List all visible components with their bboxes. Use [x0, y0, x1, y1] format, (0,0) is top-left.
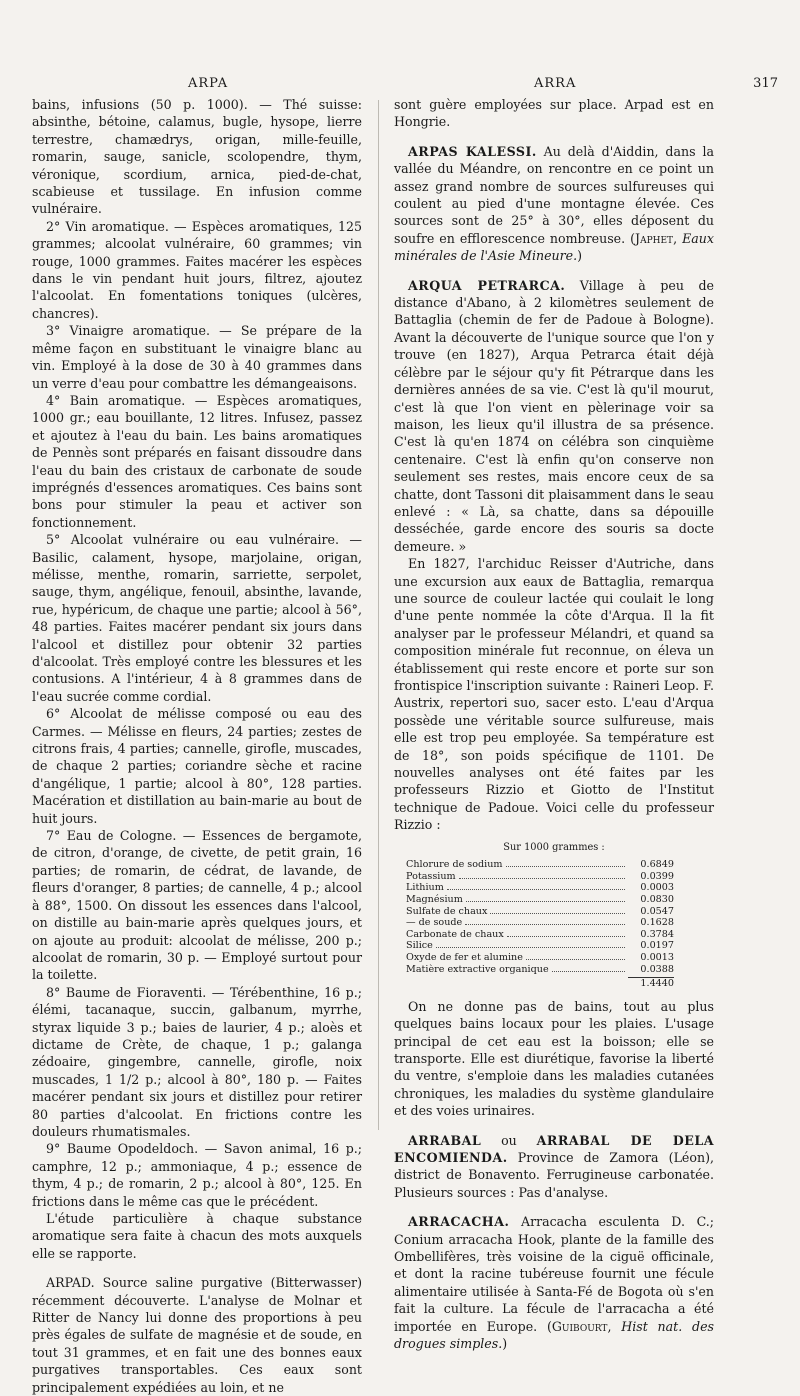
analysis-value: 0.1628 [640, 917, 674, 929]
analysis-row [406, 882, 674, 894]
paragraph: L'étude particulière à chaque substance aromatique sera faite à chacun des mots auxquels elle se rapporte. [32, 1211, 362, 1261]
entry-arrabal [394, 1132, 714, 1202]
page-number: 317 [753, 76, 778, 91]
dot-leader [506, 866, 626, 867]
entry-headword: ARQUA PETRARCA. [408, 277, 566, 293]
entry-connector: ou [481, 1132, 537, 1148]
analysis-value: 0.6849 [640, 859, 674, 871]
dot-leader [436, 947, 625, 948]
analysis-value: 0.0003 [640, 882, 674, 894]
dot-leader [507, 936, 625, 937]
entry-arqua-petrarca [394, 277, 714, 556]
dot-leader [465, 924, 625, 925]
analysis-title: Sur 1000 grammes : [503, 841, 605, 853]
analysis-label: Silice [406, 940, 433, 952]
dot-leader [490, 913, 625, 914]
spacer [394, 131, 714, 143]
dot-leader [552, 971, 625, 972]
reference-author: Japhet [635, 230, 674, 246]
entry-text: Au delà d'Aiddin, dans la vallée du Méandre, on rencontre en ce point un assez grand nombre de sources sulfureuses qui coulent au pied d'une montagne élevée. Ces sources sont de 25° à 30°, elles déposent du soufre en efflorescence nombreuse. ( [394, 143, 714, 246]
analysis-label: Matière extractive organique [406, 963, 549, 975]
analysis-value: 0.0197 [640, 940, 674, 952]
analysis-label: Chlorure de sodium [406, 859, 503, 871]
running-head-center: ARRA [534, 76, 577, 91]
entry-headword: ARPAS KALESSI. [408, 143, 537, 159]
analysis-value: 0.0399 [640, 870, 674, 882]
paragraph: On ne donne pas de bains, tout au plus quelques bains locaux pour les plaies. L'usage principal de cet eau est la boisson; elle se transporte. Elle est diurétique, favorise la liberté du ventre, s'emploie dans les maladies cutanées chroniques, les maladies du système glandulaire et des voies urinaires. [394, 998, 714, 1119]
reference-title: Eaux minérales de l'Asie Mineure. [394, 230, 714, 264]
entry-text: Province de Zamora (Léon), district de Bonavento. Ferrugineuse carbonatée. Plusieurs sources : Pas d'analyse. [394, 1150, 714, 1200]
analysis-label: Oxyde de fer et alumine [406, 952, 523, 963]
analysis-value: 0.0013 [640, 952, 674, 963]
entry-headword: ARRABAL [408, 1132, 482, 1148]
running-head [32, 76, 778, 94]
paragraph: bains, infusions (50 p. 1000). — Thé suisse: absinthe, bétoine, calamus, bugle, hysope, lierre terrestre, chamædrys, origan, mille-feuille, romarin, sauge, sanicle, scolopendre, thym, véronique, scordium, arnica, pied-de-chat, scabieuse et tussilage. En infusion comme vulnéraire. [32, 97, 362, 217]
analysis-rows [394, 859, 714, 975]
analysis-table [394, 842, 714, 990]
dot-leader [447, 889, 625, 890]
analysis-label: Carbonate de chaux [406, 928, 504, 940]
dot-leader [459, 878, 625, 879]
paragraph: 2° Vin aromatique. — Espèces aromatiques, 125 grammes; alcoolat vulnéraire, 60 grammes; vin rouge, 1000 grammes. Faites macérer les espèces dans le vin pendant huit jours, filtrez, ajoutez l'alcoolat. En fomentations toniques (ulcères, chancres). [32, 218, 362, 321]
paragraph: En 1827, l'archiduc Reisser d'Autriche, dans une excursion aux eaux de Battaglia, remarqua une source de couleur lactée qui coulait le long d'une pente nommée la côte d'Arqua. Il la fit analyser par le professeur Mélandri, et quand sa composition minérale fut reconnue, on éleva un établissement qui reste encore et porte sur son frontispice l'inscription suivante : Raineri Leop. F. Austrix, repertori suo, sacer esto. L'eau d'Arqua possède une véritable source sulfureuse, mais elle est trop peu employée. Sa température est de 18°, son poids spécifique de 1101. De nouvelles analyses ont été faites par les professeurs Rizzio et Giotto de l'Institut technique de Padoue. Voici celle du professeur Rizzio : [394, 556, 714, 833]
paragraph: 8° Baume de Fioraventi. — Térébenthine, 16 p.; élémi, tacanaque, succin, galbanum, myrrhe, styrax liquide 3 p.; baies de laurier, 4 p.; aloès et dictame de Crète, de chaque, 1 p.; galanga zédoaire, gingembre, cannelle, girofle, noix muscades, 1 1/2 p.; alcool à 80°, 180 p. — Faites macérer pendant six jours et distillez pour retirer 80 parties d'alcoolat. En frictions contre les douleurs rhumatismales. [32, 984, 362, 1139]
entry-headword-alt: ARRABAL DE DELA ENCOMIENDA. [394, 1132, 715, 1166]
analysis-row [406, 952, 674, 964]
spacer [394, 1120, 714, 1132]
spacer [394, 1201, 714, 1213]
analysis-row [406, 964, 674, 976]
analysis-total-row [406, 978, 674, 990]
analysis-value: 0.0388 [640, 963, 674, 975]
analysis-total: 1.4440 [640, 978, 674, 990]
dot-leader [526, 959, 625, 960]
analysis-label: Lithium [406, 882, 444, 894]
analysis-label: Potassium [406, 870, 456, 882]
analysis-value: 0.0547 [640, 905, 674, 917]
paragraph: 4° Bain aromatique. — Espèces aromatiques, 1000 gr.; eau bouillante, 12 litres. Infusez, passez et ajoutez à l'eau du bain. Les bains aromatiques de Pennès sont préparés en faisant dissoudre dans l'eau du bain des cristaux de carbonate de soude imprégnés d'essences aromatiques. Ces bains sont bons pour stimuler la peau et activer son fonctionnement. [32, 392, 362, 530]
reference-title: Hist nat. des drogues simples. [394, 1318, 714, 1352]
analysis-row [406, 871, 674, 883]
entry-text: Arracacha esculenta D. C.; Conium arracacha Hook, plante de la famille des Ombellifères, très voisine de la ciguë officinale, et dont la racine tubéreuse fournit une fécule alimentaire utilisée à Santa-Fé de Bogota où s'en fait la culture. La fécule de l'arracacha a été importée en Europe. ( [394, 1214, 714, 1334]
analysis-label: — de soude [406, 917, 463, 929]
entry-arpad: ARPAD. Source saline purgative (Bitterwasser) récemment découverte. L'analyse de Molnar et Ritter de Nancy lui donne des proportions à peu près égales de sulfate de magnésie et de soude, en tout 31 grammes, et en fait une des bonnes eaux purgatives transportables. Ces eaux sont principalement expédiées au loin, et ne [32, 1275, 362, 1395]
spacer [32, 1262, 362, 1274]
paragraph: 5° Alcoolat vulnéraire ou eau vulnéraire. — Basilic, calament, hysope, marjolaine, origan, mélisse, menthe, romarin, sarriette, serpolet, sauge, thym, angélique, fenouil, absinthe, lavande, rue, hypéricum, de chaque une partie; alcool à 56°, 48 parties. Faites macérer pendant six jours dans l'alcool et distillez pour obtenir 32 parties d'alcoolat. Très employé contre les blessures et les contusions. A l'intérieur, 4 à 8 grammes dans de l'eau sucrée comme cordial. [32, 532, 362, 704]
analysis-label: Magnésium [406, 894, 463, 906]
spacer [394, 265, 714, 277]
paragraph: 6° Alcoolat de mélisse composé ou eau des Carmes. — Mélisse en fleurs, 24 parties; zestes de citrons frais, 4 parties; cannelle, girofle, muscades, de chaque 2 parties; coriandre sèche et racine d'angélique, 1 partie; alcool à 80°, 128 parties. Macération et distillation au bain-marie au bout de huit jours. [32, 706, 362, 826]
paragraph: sont guère employées sur place. Arpad est en Hongrie. [394, 97, 714, 130]
paragraph: 3° Vinaigre aromatique. — Se prépare de la même façon en substituant le vinaigre blanc au vin. Employé à la dose de 30 à 40 grammes dans un verre d'eau pour combattre les démangeaisons. [32, 323, 362, 391]
left-column [32, 96, 362, 1396]
analysis-row [406, 917, 674, 929]
entry-text: Village à peu de distance d'Abano, à 2 kilomètres seulement de Battaglia (chemin de fer de Padoue à Bologne). Avant la découverte de l'unique source que l'on y trouve (en 1827), Arqua Petrarca était déjà célèbre par le séjour qu'y fit Pétrarque dans les dernières années de sa vie. C'est là qu'il mourut, c'est là que l'on vient en pèlerinage voir sa maison, les lieux qu'il illustra de sa présence. C'est là qu'en 1874 on célébra son cinquième centenaire. C'est là enfin qu'on conserve non seulement ses restes, mais encore ceux de sa chatte, dont Tassoni dit plaisamment dans le seau enlevé : « Là, sa chatte, dans sa dépouille desséchée, garde encore des souris sa docte demeure. » [394, 277, 714, 554]
dot-leader [466, 901, 625, 902]
paragraph: 7° Eau de Cologne. — Essences de bergamote, de citron, d'orange, de civette, de petit grain, 16 parties; de romarin, de cédrat, de lavande, de fleurs d'oranger, 8 parties; de cannelle, 4 p.; alcool à 88°, 1500. On dissout les essences dans l'alcool, on distille au bain-marie après quelques jours, et on ajoute au produit: alcoolat de mélisse, 200 p.; alcoolat de romarin, 30 p. — Employé surtout pour la toilette. [32, 828, 362, 983]
right-column [394, 96, 714, 1353]
reference-author: Guibourt [551, 1318, 608, 1334]
entry-arpas-kalessi: ARPAS KALESSI. Au delà d'Aiddin, dans la vallée du Méandre, on rencontre en ce point un assez grand nombre de sources sulfureuses qui coulent au pied d'une montagne élevée. Ces sources sont de 25° à 30°, elles déposent du soufre en efflorescence nombreuse. (Japhet, Eaux minérales de l'Asie Mineure.) [394, 143, 714, 264]
analysis-row [406, 929, 674, 941]
analysis-value: 0.0830 [640, 894, 674, 906]
entry-headword: ARRACACHA. [408, 1214, 510, 1230]
analysis-row [406, 894, 674, 906]
analysis-label: Sulfate de chaux [406, 905, 488, 917]
paragraph: 9° Baume Opodeldoch. — Savon animal, 16 p.; camphre, 12 p.; ammoniaque, 4 p.; essence de thym, 4 p.; de romarin, 2 p.; alcool à 80°, 125. En frictions dans le même cas que le précédent. [32, 1141, 362, 1209]
entry-arracacha: ARRACACHA. Arracacha esculenta D. C.; Conium arracacha Hook, plante de la famille des Ombellifères, très voisine de la ciguë officinale, et dont la racine tubéreuse fournit une fécule alimentaire utilisée à Santa-Fé de Bogota où s'en fait la culture. La fécule de l'arracacha a été importée en Europe. (Guibourt, Hist nat. des drogues simples.) [394, 1214, 714, 1352]
analysis-row [406, 859, 674, 871]
analysis-row [406, 940, 674, 952]
column-divider [378, 100, 379, 1130]
running-head-left: ARPA [188, 76, 229, 91]
analysis-value: 0.3784 [640, 928, 674, 940]
analysis-row [406, 906, 674, 918]
